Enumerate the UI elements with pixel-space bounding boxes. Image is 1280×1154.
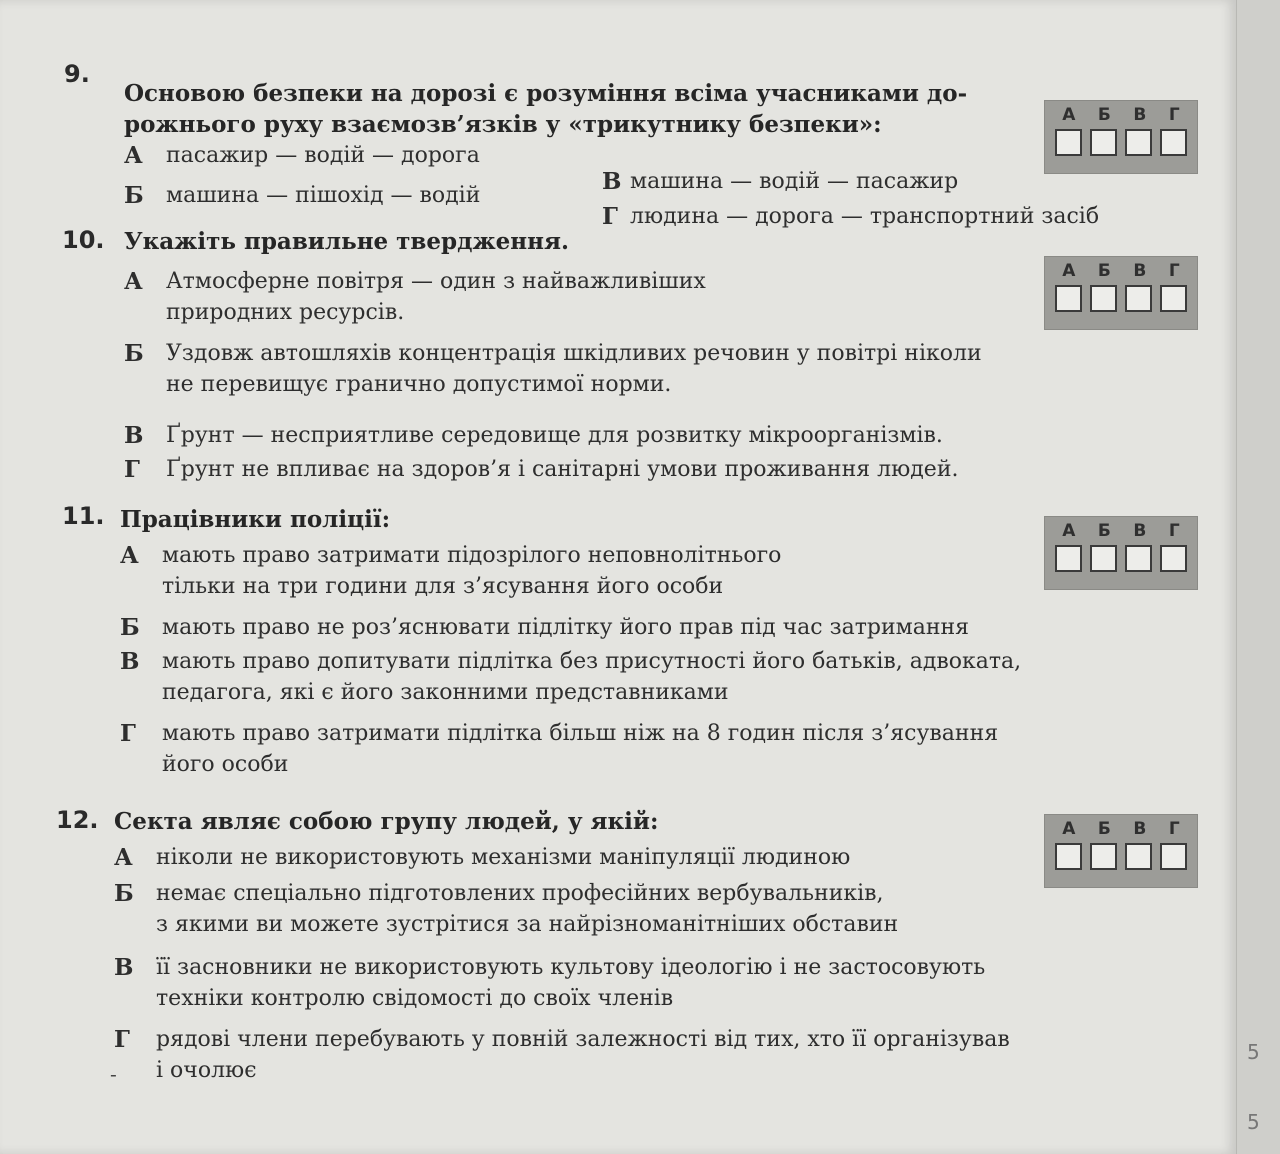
answer-box-v[interactable] — [1125, 285, 1152, 312]
answer-box-a[interactable] — [1055, 129, 1082, 156]
option-g[interactable]: Г людина — дорога — транспортний засіб — [602, 203, 1100, 230]
option-a[interactable]: А Атмосферне повітря — один з найважливіших природних ресурсів. — [124, 268, 706, 325]
option-v[interactable]: В машина — водій — пасажир — [602, 168, 959, 195]
option-g[interactable]: Г Ґрунт не впливає на здоров’я і санітарні умови проживання людей. — [124, 456, 959, 483]
answer-box-g[interactable] — [1160, 129, 1187, 156]
pen-mark: - — [110, 1062, 117, 1086]
option-g[interactable]: Г рядові члени перебувають у повній залежності від тих, хто її організував і очолює — [114, 1026, 1010, 1083]
page-edge-mark: 5 — [1247, 1110, 1260, 1134]
question-number: 12. — [56, 806, 99, 834]
answer-grid: А Б В Г — [1044, 516, 1198, 590]
option-a[interactable]: А мають право затримати підозрілого неповнолітнього тільки на три години для з’ясування його особи — [120, 542, 782, 599]
option-a[interactable]: А пасажир — водій — дорога — [124, 142, 480, 169]
answer-grid: А Б В Г — [1044, 814, 1198, 888]
question-number: 9. — [64, 60, 90, 88]
question-text: Основою безпеки на дорозі є розуміння всіма учасниками до- рожнього руху взаємозв’язків у «трикутнику безпеки»: — [124, 80, 968, 138]
answer-box-g[interactable] — [1160, 285, 1187, 312]
option-b[interactable]: Б Уздовж автошляхів концентрація шкідливих речовин у повітрі ніколи не перевищує гранично допустимої норми. — [124, 340, 982, 397]
page-edge-mark: 5 — [1247, 1040, 1260, 1064]
answer-box-b[interactable] — [1090, 843, 1117, 870]
answer-grid: А Б В Г — [1044, 256, 1198, 330]
answer-box-a[interactable] — [1055, 545, 1082, 572]
answer-box-g[interactable] — [1160, 843, 1187, 870]
option-b[interactable]: Б машина — пішохід — водій — [124, 182, 481, 209]
option-v[interactable]: В її засновники не використовують культову ідеологію і не застосовують техніки контролю свідомості до своїх членів — [114, 954, 986, 1011]
option-v[interactable]: В мають право допитувати підлітка без присутності його батьків, адвоката, педагога, які є його законними представниками — [120, 648, 1022, 705]
answer-box-v[interactable] — [1125, 843, 1152, 870]
answer-box-a[interactable] — [1055, 843, 1082, 870]
question-text: Укажіть правильне твердження. — [124, 228, 569, 255]
answer-box-g[interactable] — [1160, 545, 1187, 572]
question-text: Секта являє собою групу людей, у якій: — [114, 808, 659, 835]
adjacent-page-edge — [1236, 0, 1280, 1154]
answer-box-b[interactable] — [1090, 129, 1117, 156]
option-b[interactable]: Б немає спеціально підготовлених професійних вербувальників, з якими ви можете зустрітися за найрізноманітніших обставин — [114, 880, 899, 937]
answer-box-b[interactable] — [1090, 285, 1117, 312]
answer-box-v[interactable] — [1125, 129, 1152, 156]
answer-box-a[interactable] — [1055, 285, 1082, 312]
option-g[interactable]: Г мають право затримати підлітка більш ніж на 8 годин після з’ясування його особи — [120, 720, 999, 777]
question-text: Працівники поліції: — [120, 506, 391, 533]
question-number: 10. — [62, 226, 105, 254]
answer-box-v[interactable] — [1125, 545, 1152, 572]
question-number: 11. — [62, 502, 105, 530]
option-a[interactable]: А ніколи не використовують механізми маніпуляції людиною — [114, 844, 851, 871]
option-v[interactable]: В Ґрунт — несприятливе середовище для розвитку мікроорганізмів. — [124, 422, 943, 449]
answer-grid: А Б В Г — [1044, 100, 1198, 174]
answer-box-b[interactable] — [1090, 545, 1117, 572]
option-b[interactable]: Б мають право не роз’яснювати підлітку його прав під час затримання — [120, 614, 970, 641]
